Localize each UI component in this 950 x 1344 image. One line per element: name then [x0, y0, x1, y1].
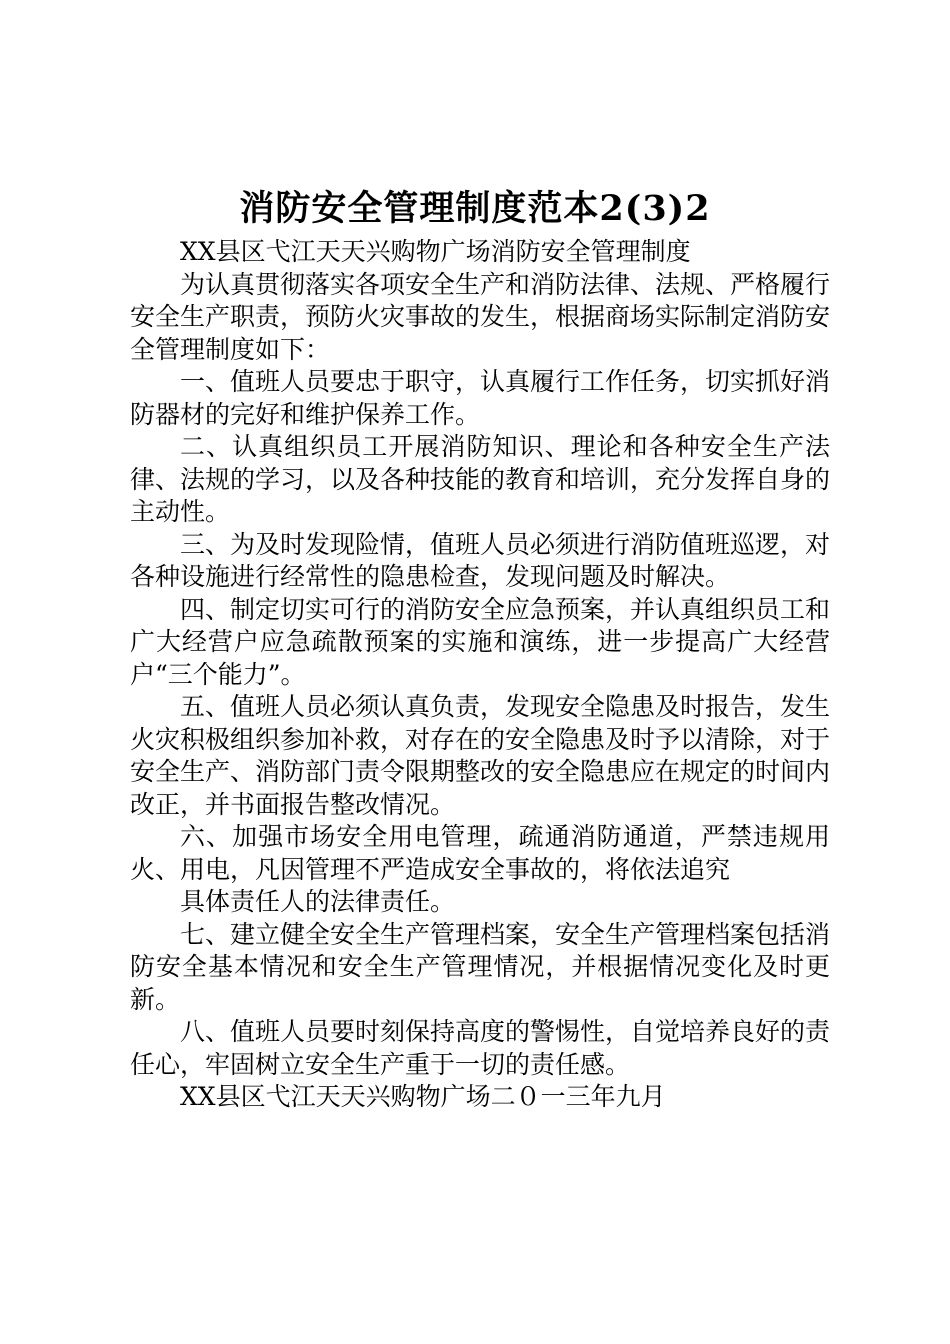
document-signature: XX县区弋江天天兴购物广场二０一三年九月 [180, 1082, 666, 1111]
paragraph-item-2: 二、认真组织员工开展消防知识、理论和各种安全生产法律、法规的学习，以及各种技能的教育和培训，充分发挥自身的主动性。 [130, 432, 831, 526]
paragraph-item-6: 六、加强市场安全用电管理，疏通消防通道，严禁违规用火、用电，凡因管理不严造成安全事故的，将依法追究 [130, 822, 830, 884]
paragraph-item-7: 七、建立健全安全生产管理档案，安全生产管理档案包括消防安全基本情况和安全生产管理情况，并根据情况变化及时更新。 [130, 919, 831, 1014]
paragraph-item-5: 五、值班人员必须认真负责，发现安全隐患及时报告，发生火灾积极组织参加补救，对存在的安全隐患及时予以清除，对于安全生产、消防部门责令限期整改的安全隐患应在规定的时间内改正，并书面报告整改情况。 [130, 692, 831, 819]
paragraph-item-4: 四、制定切实可行的消防安全应急预案，并认真组织员工和广大经营户应急疏散预案的实施和演练，进一步提高广大经营户“三个能力”。 [130, 594, 831, 689]
document-subtitle: XX县区弋江天天兴购物广场消防安全管理制度 [180, 237, 691, 266]
paragraph-item-3: 三、为及时发现险情，值班人员必须进行消防值班巡逻，对各种设施进行经常性的隐患检查，发现问题及时解决。 [130, 529, 831, 591]
paragraph-item-8: 八、值班人员要时刻保持高度的警惕性，自觉培养良好的责任心，牢固树立安全生产重于一切的责任感。 [130, 1017, 831, 1079]
document-title: 消防安全管理制度范本2(3)2 [239, 188, 711, 229]
paragraph-intro: 为认真贯彻落实各项安全生产和消防法律、法规、严格履行安全生产职责，预防火灾事故的发生，根据商场实际制定消防安全管理制度如下： [130, 269, 831, 364]
paragraph-item-1: 一、值班人员要忠于职守，认真履行工作任务，切实抓好消防器材的完好和维护保养工作。 [130, 367, 831, 429]
paragraph-item-6-continued: 具体责任人的法律责任。 [180, 887, 456, 916]
document-body [130, 236, 830, 1114]
